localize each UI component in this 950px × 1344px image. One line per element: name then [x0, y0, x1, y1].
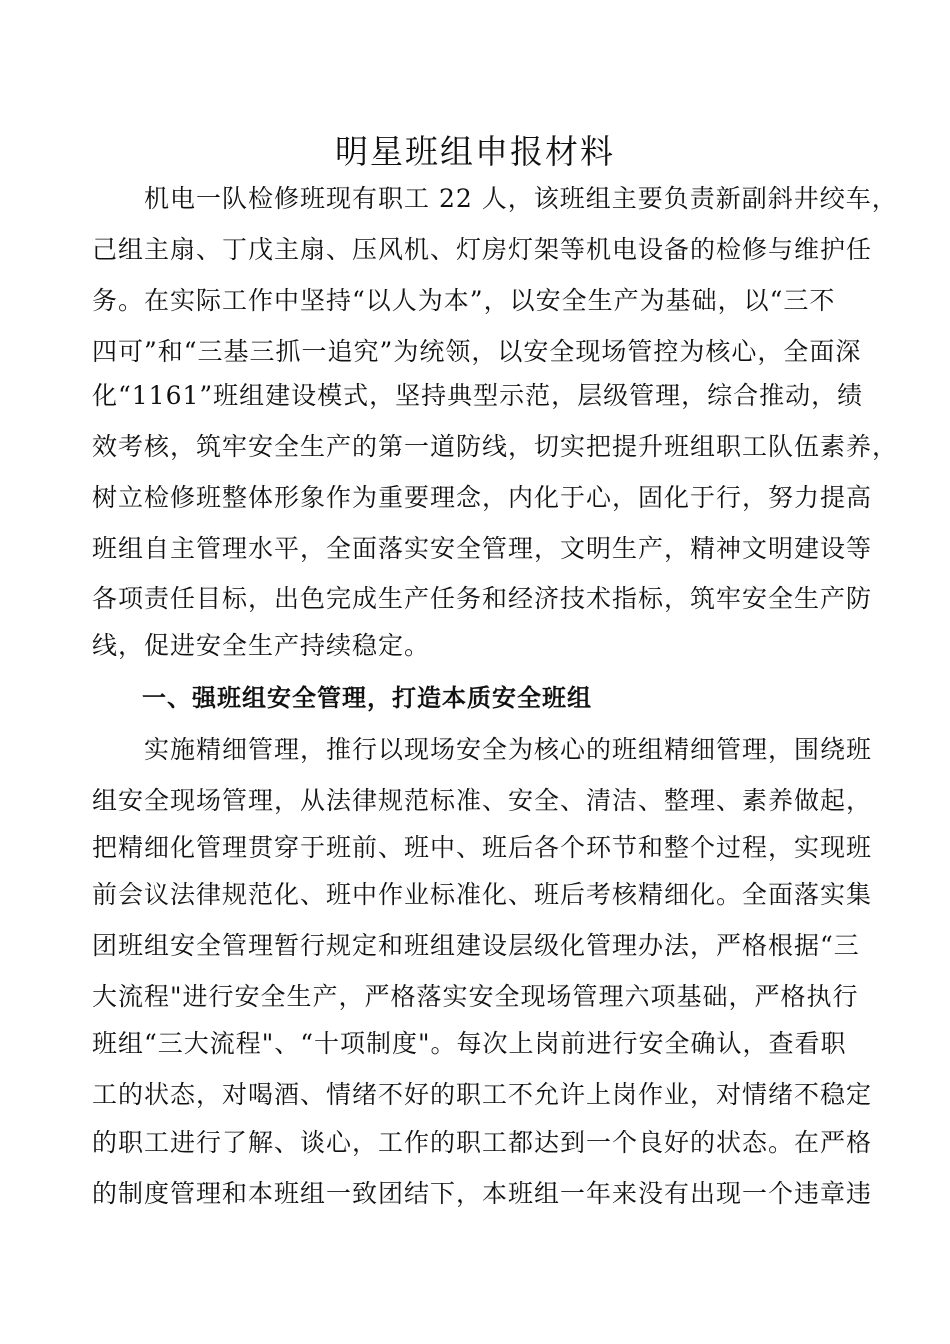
- text-line: 团班组安全管理暂行规定和班组建设层级化管理办法，严格根据“三: [92, 931, 860, 960]
- text-line: 己组主扇、丁戊主扇、压风机、灯房灯架等机电设备的检修与维护任: [92, 235, 873, 264]
- text-line: 大流程"进行安全生产，严格落实安全现场管理六项基础，严格执行: [92, 982, 859, 1011]
- text-line: 四可”和“三基三抓一追究”为统领，以安全现场管控为核心，全面深: [92, 337, 862, 366]
- text-line: 把精细化管理贯穿于班前、班中、班后各个环节和整个过程，实现班: [92, 833, 873, 862]
- section-heading: 一、强班组安全管理，打造本质安全班组: [92, 684, 592, 712]
- text-line: 效考核，筑牢安全生产的第一道防线，切实把提升班组职工队伍素养，: [92, 432, 899, 461]
- text-line: 务。在实际工作中坚持“以人为本”，以安全生产为基础，以“三不: [92, 286, 836, 315]
- text-line: 班组“三大流程"、“十项制度"。每次上岗前进行安全确认，查看职: [92, 1029, 847, 1058]
- text-line: 组安全现场管理，从法律规范标准、安全、清洁、整理、素养做起，: [92, 786, 873, 815]
- text-line: 各项责任目标，出色完成生产任务和经济技术指标，筑牢安全生产防: [92, 584, 873, 613]
- text-line: 线，促进安全生产持续稳定。: [92, 631, 431, 660]
- document-title: 明星班组申报材料: [335, 132, 615, 171]
- text-line: 化“1161”班组建设模式，坚持典型示范，层级管理，综合推动，绩: [92, 381, 864, 410]
- text-line: 班组自主管理水平，全面落实安全管理，文明生产，精神文明建设等: [92, 534, 873, 563]
- text-line: 工的状态，对喝酒、情绪不好的职工不允许上岗作业，对情绪不稳定: [92, 1080, 873, 1109]
- text-line: 的职工进行了解、谈心，工作的职工都达到一个良好的状态。在严格: [92, 1128, 873, 1157]
- text-line: 的制度管理和本班组一致团结下，本班组一年来没有出现一个违章违: [92, 1179, 873, 1208]
- text-line: 前会议法律规范化、班中作业标准化、班后考核精细化。全面落实集: [92, 880, 873, 909]
- text-line: 机电一队检修班现有职工 22 人，该班组主要负责新副斜井绞车，: [92, 184, 898, 213]
- text-line: 树立检修班整体形象作为重要理念，内化于心，固化于行，努力提高: [92, 483, 873, 512]
- text-line: 实施精细管理，推行以现场安全为核心的班组精细管理，围绕班: [92, 735, 873, 764]
